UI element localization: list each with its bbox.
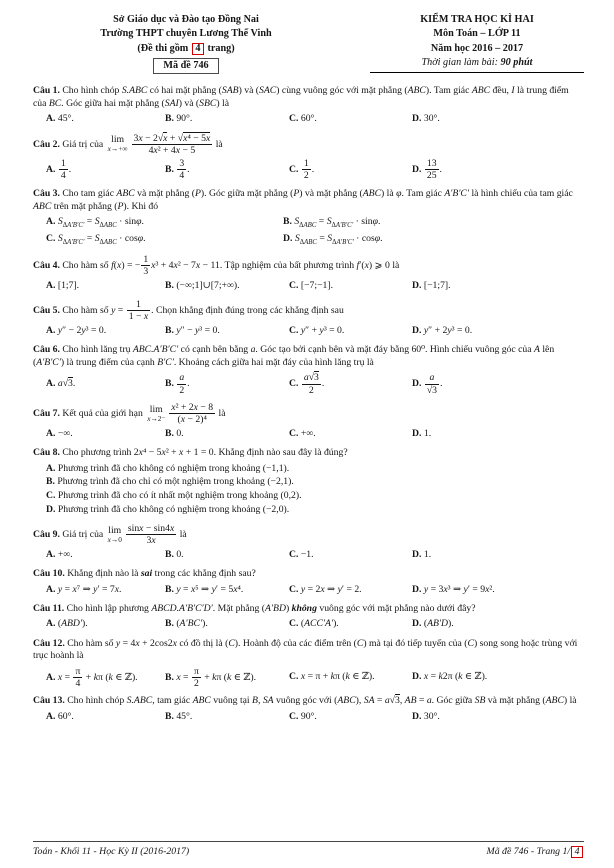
question-number: Câu 2. xyxy=(33,138,60,150)
options xyxy=(46,711,584,724)
options xyxy=(46,618,584,631)
option-C: C. $\frac{1}{2}$ . xyxy=(289,158,315,182)
option-B: B. $S_{\Delta ABC} = S_{\Delta A'B'C'} \cdot \sin\varphi$. xyxy=(283,216,381,230)
option-C: C. y″ + y³ = 0. xyxy=(289,324,345,336)
options xyxy=(46,428,584,441)
option-A: A. a√3. xyxy=(46,377,76,389)
question-6 xyxy=(33,344,584,395)
option-D: D. 30°. xyxy=(412,113,440,125)
question-stem: Câu 1. Cho hình chóp S.ABC có hai mặt phẳng (SAB) và (SAC) cùng vuông góc với mặt phẳng (ABC). Tam giác ABC đều, I là trung điểm của BC. Góc giữa hai mặt phẳng (SAI) và (SBC) là xyxy=(33,85,569,109)
school-block xyxy=(33,13,339,74)
option-A: A. (ABD′). xyxy=(46,618,88,630)
option-C: C. y = 2x ⇒ y′ = 2. xyxy=(289,583,362,595)
question-11 xyxy=(33,603,584,631)
question-number: Câu 5. xyxy=(33,305,60,317)
question-stem: Câu 5. Cho hàm số y = $\frac{1}{1 - x}$ . Chọn khẳng định đúng trong các khẳng định sau xyxy=(33,299,344,323)
option-A: A. $S_{\Delta A'B'C'} = S_{\Delta ABC} \cdot \sin\varphi$. xyxy=(46,216,144,230)
question-stem: Câu 12. Cho hàm số y = 4x + 2cos2x có đồ thị là (C). Hoành độ của các điểm trên (C) mà tại đó tiếp tuyến của (C) song song hoặc trùng với trục hoành là xyxy=(33,637,578,662)
option-B: B. $\frac{a}{2}$ . xyxy=(165,372,190,396)
option-D: D. x = k2π (k ∈ ℤ). xyxy=(412,670,488,682)
option-C: C. [−7;−1]. xyxy=(289,279,334,291)
option-B: B. 90°. xyxy=(165,113,193,125)
option-C: C. $\frac{a√3}{2}$ . xyxy=(289,372,325,396)
option-C: C. 60°. xyxy=(289,113,317,125)
option-D: D. 1. xyxy=(412,427,432,439)
options xyxy=(46,113,584,126)
pages-note-post: trang) xyxy=(207,42,235,54)
option-B: B. 45°. xyxy=(165,710,193,722)
school-name: Trường THPT chuyên Lương Thế Vinh xyxy=(100,28,272,40)
option-D: D. (AB′D). xyxy=(412,618,454,630)
option-C: C. 90°. xyxy=(289,710,317,722)
option-A: A. y = x⁷ ⇒ y′ = 7x. xyxy=(46,583,122,595)
question-12 xyxy=(33,638,584,689)
question-number: Câu 8. xyxy=(33,447,60,459)
question-number: Câu 10. xyxy=(33,568,65,580)
option-B: B. (A′BC′). xyxy=(165,618,208,630)
question-number: Câu 7. xyxy=(33,408,60,420)
department-name: Sở Giáo dục và Đào tạo Đồng Nai xyxy=(113,14,259,25)
option-A: A. 60°. xyxy=(46,710,74,722)
option-A: A. +∞. xyxy=(46,549,73,561)
footer-right xyxy=(487,846,584,859)
option-C: C. x = π + kπ (k ∈ ℤ). xyxy=(289,670,375,682)
options xyxy=(46,584,584,597)
option-C: C. $S_{\Delta A'B'C'} = S_{\Delta ABC} \cdot \cos\varphi$. xyxy=(46,232,146,246)
option-B: B. y = x⁵ ⇒ y′ = 5x⁴. xyxy=(165,583,244,595)
exam-duration xyxy=(370,56,584,70)
options xyxy=(46,549,584,562)
footer-left: Toán - Khối 11 - Học Kỳ II (2016-2017) xyxy=(33,846,190,858)
option-B: B. $\frac{3}{4}$ . xyxy=(165,158,190,182)
exam-subject: Môn Toán – LỚP 11 xyxy=(433,28,521,40)
option-C: C. +∞. xyxy=(289,427,316,439)
exam-code-box: Mã đề 746 xyxy=(153,58,218,74)
question-stem: Câu 4. Cho hàm số f(x) = − $\frac{1}{3}$ x³ + 4x² − 7x − 11. Tập nghiệm của bất phương trình f′(x) ⩾ 0 là xyxy=(33,254,400,278)
footer-page-label: Mã đề 746 - Trang 1/ xyxy=(486,846,571,858)
option-D: D. Phương trình đã cho không có nghiệm trong khoảng (−2,0). xyxy=(46,503,290,515)
question-stem: Câu 3. Cho tam giác ABC và mặt phẳng (P). Góc giữa mặt phẳng (P) và mặt phẳng (ABC) là φ. Tam giác A′B′C′ là hình chiếu của tam giác ABC trên mặt phẳng (P). Khi đó xyxy=(33,188,573,212)
option-D: D. y = 3x³ ⇒ y′ = 9x². xyxy=(412,583,495,595)
question-stem: Câu 2. Giá trị của lim x→+∞ $\frac{\text{3x − 2√x + √x⁴ − 5x}}{\text{4x² + 4x − 5}}$ là xyxy=(33,132,223,156)
question-2 xyxy=(33,133,584,182)
red-box-annotation: 4 xyxy=(571,846,583,858)
option-A: A. $\frac{1}{4}$ . xyxy=(46,158,72,182)
option-A: A. Phương trình đã cho không có nghiệm trong khoảng (−1,1). xyxy=(46,462,290,474)
question-5 xyxy=(33,299,584,338)
option-D: D. $S_{\Delta ABC} = S_{\Delta A'B'C'} \cdot \cos\varphi$. xyxy=(283,232,383,246)
question-number: Câu 13. xyxy=(33,695,65,707)
options xyxy=(46,463,584,517)
question-10 xyxy=(33,568,584,596)
question-number: Câu 6. xyxy=(33,344,60,356)
red-box-annotation: 4 xyxy=(192,43,204,56)
option-D: D. $\frac{13}{25}$ . xyxy=(412,158,442,182)
exam-year: Năm học 2016 – 2017 xyxy=(430,42,524,54)
option-A: A. y″ − 2y³ = 0. xyxy=(46,324,107,336)
options xyxy=(46,216,584,247)
option-B: B. 0. xyxy=(165,427,184,439)
exam-title: KIỂM TRA HỌC KÌ HAI xyxy=(420,14,534,25)
duration-value: 90 phút xyxy=(500,56,533,68)
exam-info-block xyxy=(370,13,584,73)
question-9 xyxy=(33,523,584,562)
option-A: A. 45°. xyxy=(46,113,74,125)
question-stem: Câu 7. Kết quả của giới hạn lim x→2⁻ $\frac{\text{x² + 2x − 8}}{\text{(x − 2)⁴}}$ là xyxy=(33,402,226,426)
option-C: C. −1. xyxy=(289,549,314,561)
option-D: D. [−1;7]. xyxy=(412,279,451,291)
duration-label: Thời gian làm bài: xyxy=(421,56,498,68)
footer xyxy=(33,841,584,859)
question-stem: Câu 11. Cho hình lập phương ABCD.A′B′C′D′. Mặt phẳng (A′BD) không vuông góc với mặt phẳng nào dưới đây? xyxy=(33,602,476,614)
questions xyxy=(33,85,584,723)
question-1 xyxy=(33,85,584,126)
options xyxy=(46,372,584,395)
question-number: Câu 12. xyxy=(33,637,65,649)
option-D: D. 30°. xyxy=(412,710,440,722)
option-A: A. −∞. xyxy=(46,427,73,439)
option-D: D. $\frac{a}{√3}$ . xyxy=(412,372,443,396)
question-4 xyxy=(33,254,584,293)
options xyxy=(46,325,584,338)
question-13 xyxy=(33,695,584,723)
question-3 xyxy=(33,188,584,247)
options xyxy=(46,666,584,689)
option-D: D. 1. xyxy=(412,549,432,561)
question-number: Câu 1. xyxy=(33,85,60,97)
option-A: A. x = $\frac{\pi}{4}$ + kπ (k ∈ ℤ). xyxy=(46,665,138,689)
option-C: C. (ACC′A′). xyxy=(289,618,339,630)
question-number: Câu 3. xyxy=(33,188,60,200)
option-B: B. x = $\frac{\pi}{2}$ + kπ (k ∈ ℤ). xyxy=(165,665,257,689)
question-stem: Câu 13. Cho hình chóp S.ABC, tam giác ABC vuông tại B, SA vuông góc với (ABC), SA = a√3, AB = a. Góc giữa SB và mặt phẳng (ABC) là xyxy=(33,695,577,707)
question-number: Câu 4. xyxy=(33,259,60,271)
question-number: Câu 11. xyxy=(33,602,65,614)
question-stem: Câu 8. Cho phương trình 2x⁴ − 5x² + x + 1 = 0. Khẳng định nào sau đây là đúng? xyxy=(33,447,348,459)
option-A: A. [1;7]. xyxy=(46,279,80,291)
option-B: B. Phương trình đã cho chỉ có một nghiệm trong khoảng (−2,1). xyxy=(46,476,294,488)
header xyxy=(33,13,584,74)
option-B: B. 0. xyxy=(165,549,184,561)
question-stem: Câu 9. Giá trị của lim x→0 $\frac{\sin x - \sin 4x}{3x}$ là xyxy=(33,523,187,547)
option-D: D. y″ + 2y³ = 0. xyxy=(412,324,473,336)
option-C: C. Phương trình đã cho có ít nhất một nghiệm trong khoảng (0,2). xyxy=(46,490,302,502)
question-8 xyxy=(33,447,584,516)
option-B: B. (−∞;1]∪[7;+∞). xyxy=(165,279,240,291)
options xyxy=(46,158,584,181)
pages-note xyxy=(33,42,339,56)
question-stem: Câu 6. Cho hình lăng trụ ABC.A′B′C′ có cạnh bên bằng a. Góc tạo bởi cạnh bên và mặt đáy bằng 60⁰. Hình chiếu vuông góc của A lên (A′B′C′) là trung điểm của cạnh B′C′. Khoảng cách giữa hai mặt đáy của hình lăng trụ là xyxy=(33,344,555,369)
question-stem: Câu 10. Khẳng định nào là sai trong các khẳng định sau? xyxy=(33,568,256,580)
options xyxy=(46,280,584,293)
question-7 xyxy=(33,402,584,441)
question-number: Câu 9. xyxy=(33,529,60,541)
pages-note-pre: (Đề thi gồm xyxy=(137,42,189,54)
option-B: B. y″ − y³ = 0. xyxy=(165,324,220,336)
